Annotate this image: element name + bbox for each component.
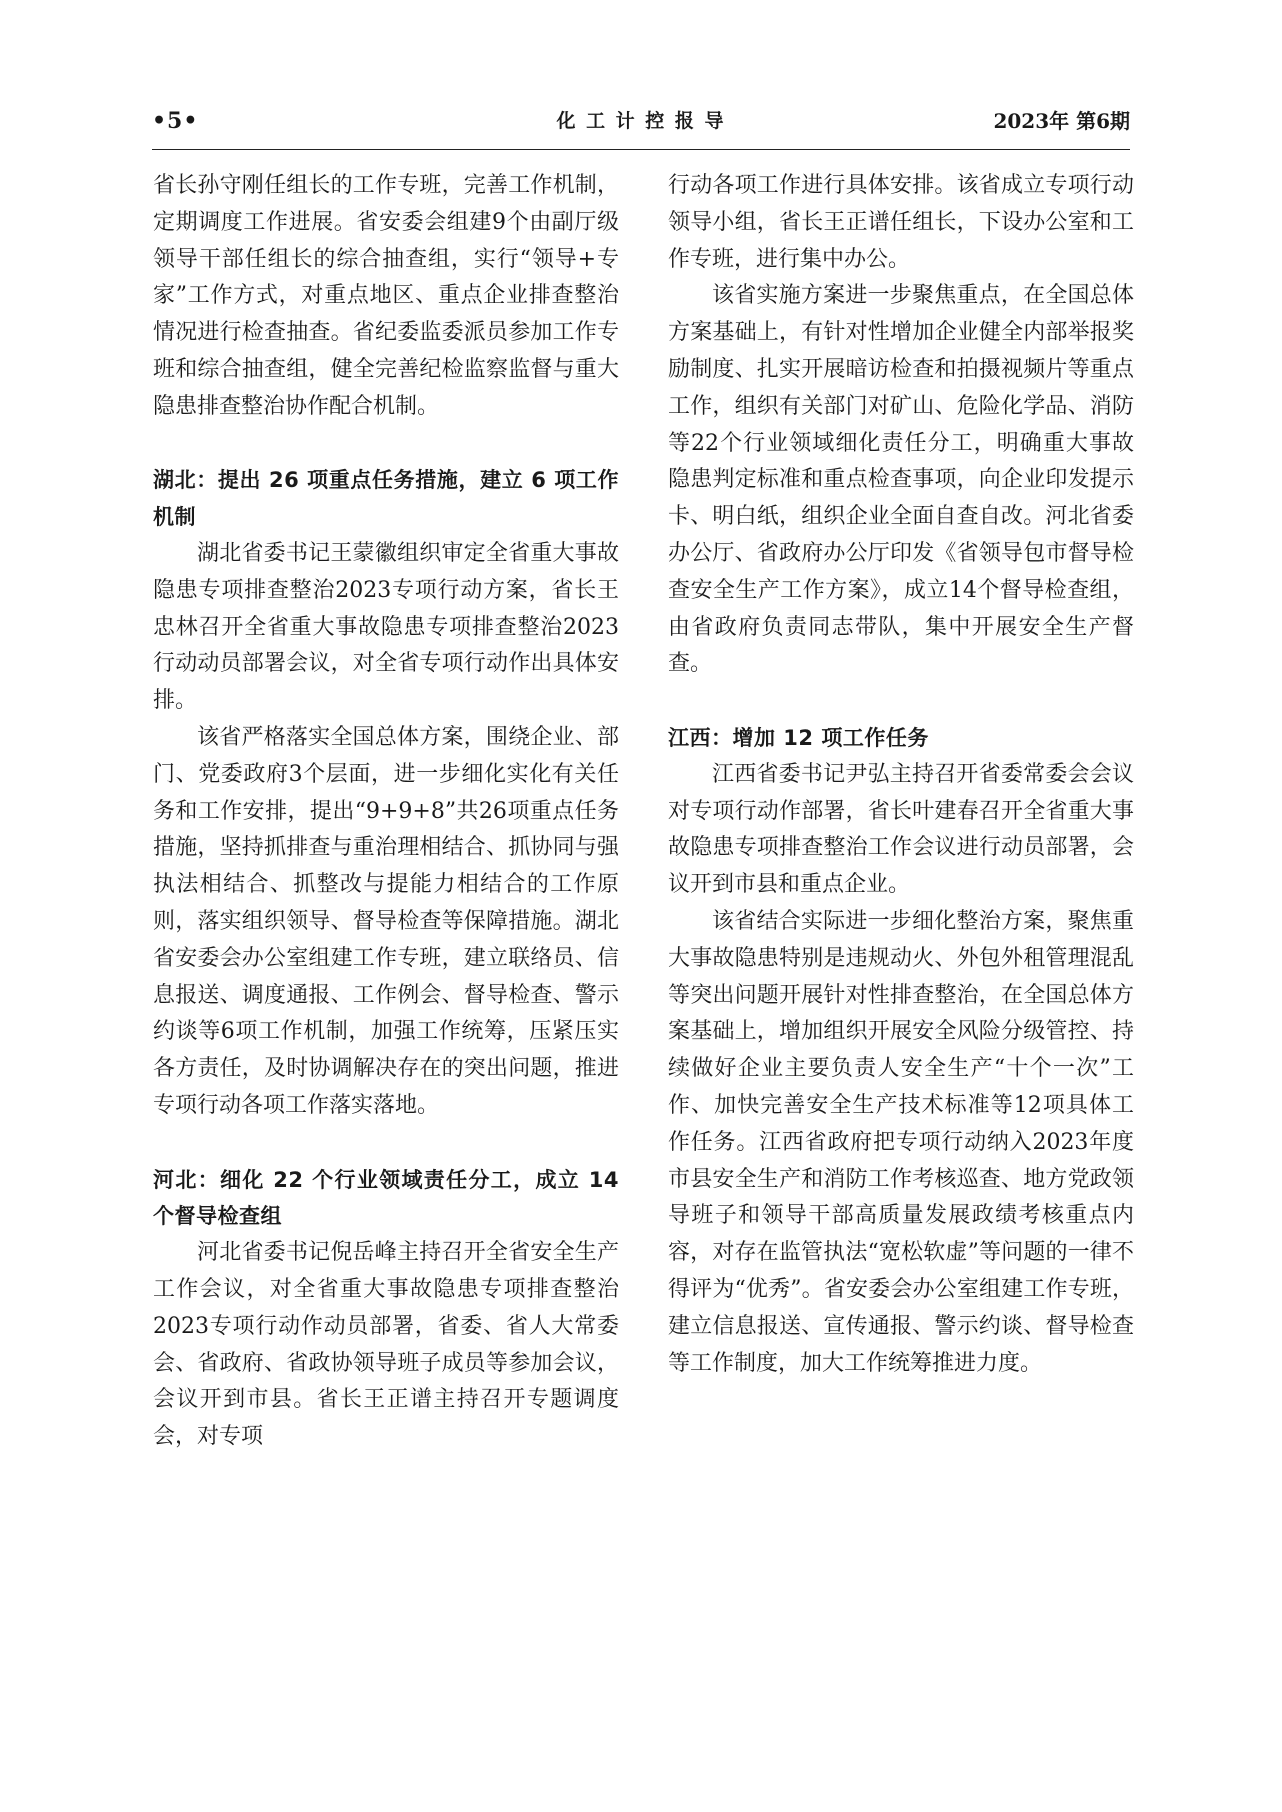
hubei-paragraph-1: 湖北省委书记王蒙徽组织审定全省重大事故隐患专项排查整治2023专项行动方案，省长王忠林召开全省重大事故隐患专项排查整治2023行动动员部署会议，对全省专项行动作出具体安排。 (153, 540, 619, 714)
page-header (152, 100, 1130, 140)
hebei-continuation-paragraph-1: 行动各项工作进行具体安排。该省成立专项行动领导小组，省长王正谱任组长，下设办公室和工作专班，进行集中办公。 (668, 173, 1134, 272)
jiangxi-paragraph-2: 该省结合实际进一步细化整治方案，聚焦重大事故隐患特别是违规动火、外包外租管理混乱等突出问题开展针对性排查整治，在全国总体方案基础上，增加组织开展安全风险分级管控、持续做好企业主要负责人安全生产“十个一次”工作、加快完善安全生产技术标准等12项具体工作任务。江西省政府把专项行动纳入2023年度市县安全生产和消防工作考核巡查、地方党政领导班子和领导干部高质量发展政绩考核重点内容，对存在监管执法“宽松软虚”等问题的一律不得评为“优秀”。省安委会办公室组建工作专班，建立信息报送、宣传通报、警示约谈、督导检查等工作制度，加大工作统筹推进力度。 (668, 908, 1134, 1376)
right-column (668, 168, 1134, 1382)
page-number: •5• (152, 108, 199, 134)
hebei-paragraph-1: 河北省委书记倪岳峰主持召开全省安全生产工作会议，对全省重大事故隐患专项排查整治2023专项行动作动员部署，省委、省人大常委会、省政府、省政协领导班子成员等参加会议，会议开到市县。省长王正谱主持召开专题调度会，对专项 (153, 1240, 619, 1450)
section-gap (153, 426, 619, 463)
hubei-paragraph-2: 该省严格落实全国总体方案，围绕企业、部门、党委政府3个层面，进一步细化实化有关任务和工作安排，提出“9+9+8”共26项重点任务措施，坚持抓排查与重治理相结合、抓协同与强执法相结合、抓整改与提能力相结合的工作原则，落实组织领导、督导检查等保障措施。湖北省安委会办公室组建工作专班，建立联络员、信息报送、调度通报、工作例会、督导检查、警示约谈等6项工作机制，加强工作统筹，压紧压实各方责任，及时协调解决存在的突出问题，推进专项行动各项工作落实落地。 (153, 724, 619, 1118)
header-divider (152, 149, 1130, 150)
jiangxi-paragraph-1: 江西省委书记尹弘主持召开省委常委会会议对专项行动作部署，省长叶建春召开全省重大事故隐患专项排查整治工作会议进行动员部署，会议开到市县和重点企业。 (668, 761, 1134, 898)
issue-label: 2023年 第6期 (993, 109, 1130, 133)
section-gap (668, 683, 1134, 720)
left-column (153, 168, 619, 1456)
hebei-continuation-paragraph-2: 该省实施方案进一步聚焦重点，在全国总体方案基础上，有针对性增加企业健全内部举报奖励制度、扎实开展暗访检查和拍摄视频片等重点工作，组织有关部门对矿山、危险化学品、消防等22个行业领域细化责任分工，明确重大事故隐患判定标准和重点检查事项，向企业印发提示卡、明白纸，组织企业全面自查自改。河北省委办公厅、省政府办公厅印发《省领导包市督导检查安全生产工作方案》，成立14个督导检查组，由省政府负责同志带队，集中开展安全生产督查。 (668, 283, 1134, 677)
journal-title: 化 工 计 控 报 导 (556, 110, 726, 132)
hebei-section-heading: 河北：细化 22 个行业领域责任分工，成立 14 个督导检查组 (153, 1167, 619, 1229)
intro-continuation-paragraph: 省长孙守刚任组长的工作专班，完善工作机制，定期调度工作进展。省安委会组建9个由副厅级领导干部任组长的综合抽查组，实行“领导+专家”工作方式，对重点地区、重点企业排查整治情况进行检查抽查。省纪委监委派员参加工作专班和综合抽查组，健全完善纪检监察监督与重大隐患排查整治协作配合机制。 (153, 173, 619, 419)
hubei-section-heading: 湖北：提出 26 项重点任务措施，建立 6 项工作机制 (153, 468, 619, 530)
jiangxi-section-heading: 江西：增加 12 项工作任务 (668, 725, 929, 750)
section-gap (153, 1125, 619, 1162)
